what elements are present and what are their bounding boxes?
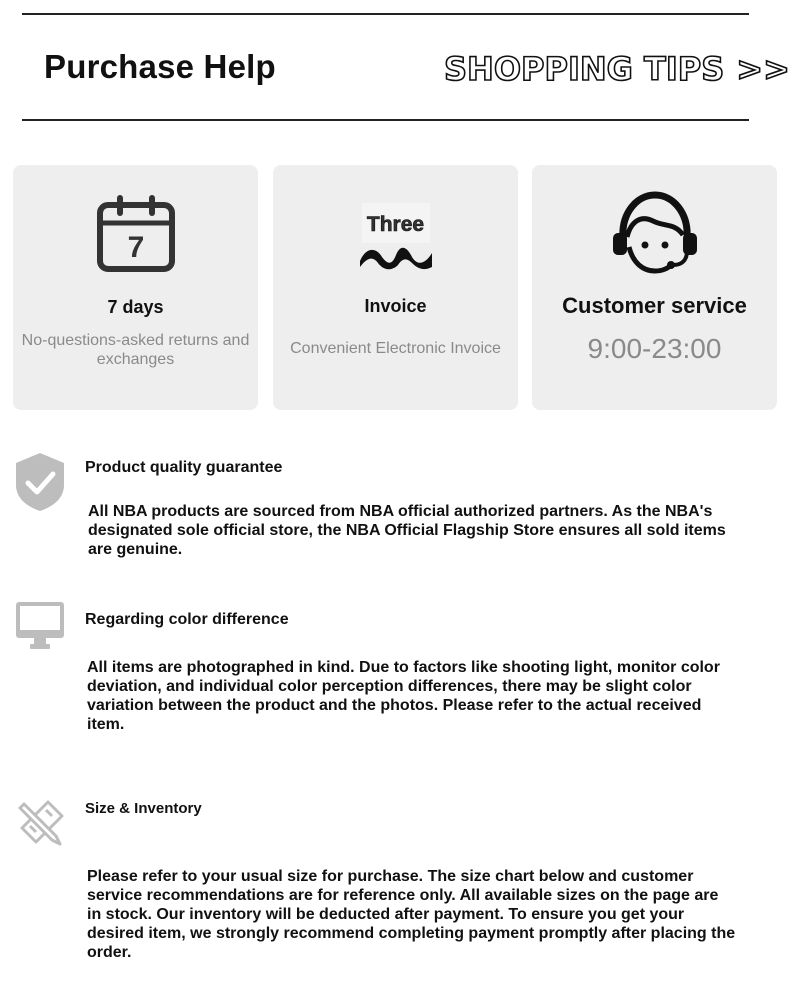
calendar-7-icon xyxy=(96,195,176,273)
quality-guarantee-title: Product quality guarantee xyxy=(85,459,283,476)
invoice-card xyxy=(273,165,518,410)
headset-agent-icon xyxy=(609,191,701,275)
shopping-tips-link[interactable] xyxy=(444,50,790,88)
customer-service-card-title: Customer service xyxy=(562,293,747,318)
invoice-icon-text: Three xyxy=(366,213,425,236)
monitor-icon xyxy=(14,600,66,657)
svg-text:7: 7 xyxy=(127,231,144,264)
quality-guarantee-body: All NBA products are sourced from NBA official authorized partners. As the NBA's designated sole official store, the NBA Official Flagship Store ensures all sold items are genuine. xyxy=(88,503,726,558)
shield-check-icon xyxy=(14,451,66,518)
shopping-tips-label: SHOPPING TIPS xyxy=(444,50,725,88)
invoice-card-subtitle: Convenient Electronic Invoice xyxy=(290,340,501,357)
returns-card xyxy=(13,165,258,410)
customer-service-hours: 9:00-23:00 xyxy=(587,333,722,364)
size-inventory-title: Size & Inventory xyxy=(85,800,202,817)
returns-card-subtitle: No-questions-asked returns and exchanges xyxy=(21,332,250,368)
shopping-tips-arrow: >> xyxy=(736,50,790,88)
returns-card-title: 7 days xyxy=(107,297,164,317)
color-difference-title: Regarding color difference xyxy=(85,611,289,628)
invoice-three-icon xyxy=(358,203,434,271)
color-difference-body: All items are photographed in kind. Due to factors like shooting light, monitor color deviation, and individual color perception differences, there may be slight color variation between the product and the photos. Please refer to the actual received item. xyxy=(87,659,720,733)
header-top-rule xyxy=(22,13,749,15)
page-title: Purchase Help xyxy=(44,48,276,85)
header-bottom-rule xyxy=(22,119,749,121)
invoice-card-title: Invoice xyxy=(364,296,427,316)
customer-service-card xyxy=(532,165,777,410)
size-inventory-body: Please refer to your usual size for purchase. The size chart below and customer service recommendations are for reference only. All available sizes on the page are in stock. Our inventory will be deducted after payment. To ensure you get your desired item, we strongly recommend completing payment promptly after placing the order. xyxy=(87,868,736,961)
ruler-pencil-icon xyxy=(16,796,68,853)
